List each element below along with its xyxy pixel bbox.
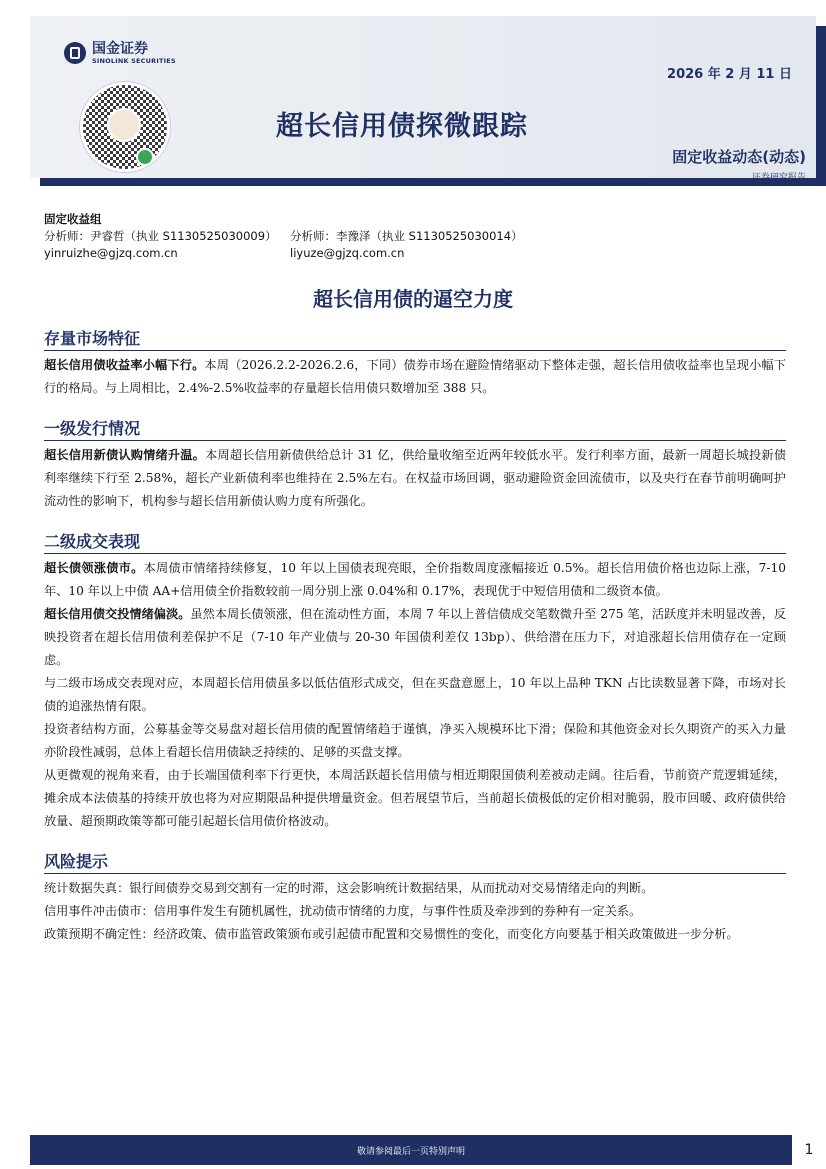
- report-category: 证券研究报告: [751, 173, 806, 183]
- report-type: 固定收益动态(动态): [672, 148, 806, 166]
- report-series-title: 超长信用债探微跟踪: [276, 111, 528, 142]
- paragraph-lead: 超长信用新债认购情绪升温。: [44, 448, 206, 462]
- paragraph: 从更微观的视角来看，由于长端国债利率下行更快，本周活跃超长信用债与相近期限国债利差被动走阔。往后看，节前资产荒逻辑延续，摊余成本法债基的持续开放也将为对应期限品种提供增量资金。但若展望节后，当前超长债极低的定价相对脆弱，股市回暖、政府债供给放量、超预期政策等都可能引起超长信用债价格波动。: [44, 768, 786, 828]
- paragraph-lead: 超长信用债交投情绪偏淡。: [44, 607, 191, 621]
- report-body: [44, 326, 786, 946]
- paragraph: [44, 603, 786, 672]
- qr-center-logo-icon: [107, 108, 141, 142]
- logo-icon: [64, 42, 86, 64]
- company-logo: [64, 42, 176, 65]
- report-date: 2026 年 2 月 11 日: [667, 67, 792, 82]
- logo-name-cn: 国金证券: [92, 41, 148, 57]
- page-footer: [30, 1135, 792, 1165]
- paragraph: 与二级市场成交表现对应，本周超长信用债虽多以低估值形式成交，但在买盘意愿上，10 年以上品种 TKN 占比读数显著下降，市场对长债的追涨热情有限。: [44, 676, 786, 713]
- paragraph-text: 本周超长信用新债供给总计 31 亿，供给量收缩至近两年较低水平。发行利率方面，最新一周超长城投新债利率继续下行至 2.58%，超长产业新债利率也维持在 2.5%左右。在权益市场回调，驱动避险资金回流债市，以及央行在春节前明确呵护流动性的影响下，机构参与超长信用新债认购力度有所强化。: [44, 448, 787, 508]
- paragraph: 政策预期不确定性：经济政策、债市监管政策颁布或引起债市配置和交易惯性的变化，而变化方向要基于相关政策做进一步分析。: [44, 927, 739, 941]
- analyst-1: 分析师：尹睿哲（执业 S1130525030009）: [44, 229, 277, 243]
- logo-name-en: SINOLINK SECURITIES: [92, 57, 176, 65]
- paragraph: 信用事件冲击债市：信用事件发生有随机属性，扰动债市情绪的力度，与事件性质及牵涉到的券种有一定关系。: [44, 904, 642, 918]
- analyst-2: 分析师：李豫泽（执业 S1130525030014）: [290, 229, 523, 243]
- analyst-group: 固定收益组: [44, 212, 102, 226]
- report-header: [30, 16, 816, 183]
- section-heading-primary-issuance: 一级发行情况: [44, 416, 786, 441]
- paragraph-text: 本周（2026.2.2-2026.2.6，下同）债券市场在避险情绪驱动下整体走强，超长信用债收益率也呈现小幅下行的格局。与上周相比，2.4%-2.5%收益率的存量超长信用债只数增加至 388 只。: [44, 358, 786, 395]
- section-heading-risk-warning: 风险提示: [44, 849, 786, 874]
- paragraph-text: 虽然本周长债领涨，但在流动性方面，本周 7 年以上普信债成交笔数微升至 275 笔，活跃度并未明显改善，反映投资者在超长信用债利差保护不足（7-10 年产业债与 20-30 年国债利差仅 13bp）、供给潜在压力下，对追涨超长信用债存在一定顾虑。: [44, 607, 787, 667]
- paragraph: [44, 557, 786, 603]
- analyst-info: [44, 211, 523, 262]
- paragraph: [44, 354, 786, 400]
- footer-disclaimer: 敬请参阅最后一页特别声明: [356, 1147, 465, 1157]
- page-number: 1: [804, 1142, 814, 1158]
- analyst-2-email[interactable]: liyuze@gjzq.com.cn: [290, 246, 405, 260]
- paragraph: 投资者结构方面，公募基金等交易盘对超长信用债的配置情绪趋于谨慎，净买入规模环比下滑；保险和其他资金对长久期资产的买入力量亦阶段性减弱，总体上看超长信用债缺乏持续的、足够的买盘支撑。: [44, 722, 786, 759]
- paragraph: 统计数据失真：银行间债券交易到交割有一定的时滞，这会影响统计数据结果，从而扰动对交易情绪走向的判断。: [44, 881, 654, 895]
- paragraph: [44, 444, 786, 513]
- paragraph-text: 本周债市情绪持续修复，10 年以上国债表现亮眼，全价指数周度涨幅接近 0.5%。超长信用债价格也边际上涨，7-10 年、10 年以上中债 AA+信用债全价指数较前一周分别上涨 0.04%和 0.17%，表现优于中短信用债和二级资本债。: [44, 561, 787, 598]
- paragraph-lead: 超长债领涨债市。: [44, 561, 144, 575]
- mini-program-icon: [136, 148, 154, 166]
- section-heading-stock-market: 存量市场特征: [44, 326, 786, 351]
- document-title: 超长信用债的逼空力度: [313, 287, 513, 311]
- analyst-1-email[interactable]: yinruizhe@gjzq.com.cn: [44, 246, 178, 260]
- section-heading-secondary-trading: 二级成交表现: [44, 529, 786, 554]
- paragraph-lead: 超长信用债收益率小幅下行。: [44, 358, 205, 372]
